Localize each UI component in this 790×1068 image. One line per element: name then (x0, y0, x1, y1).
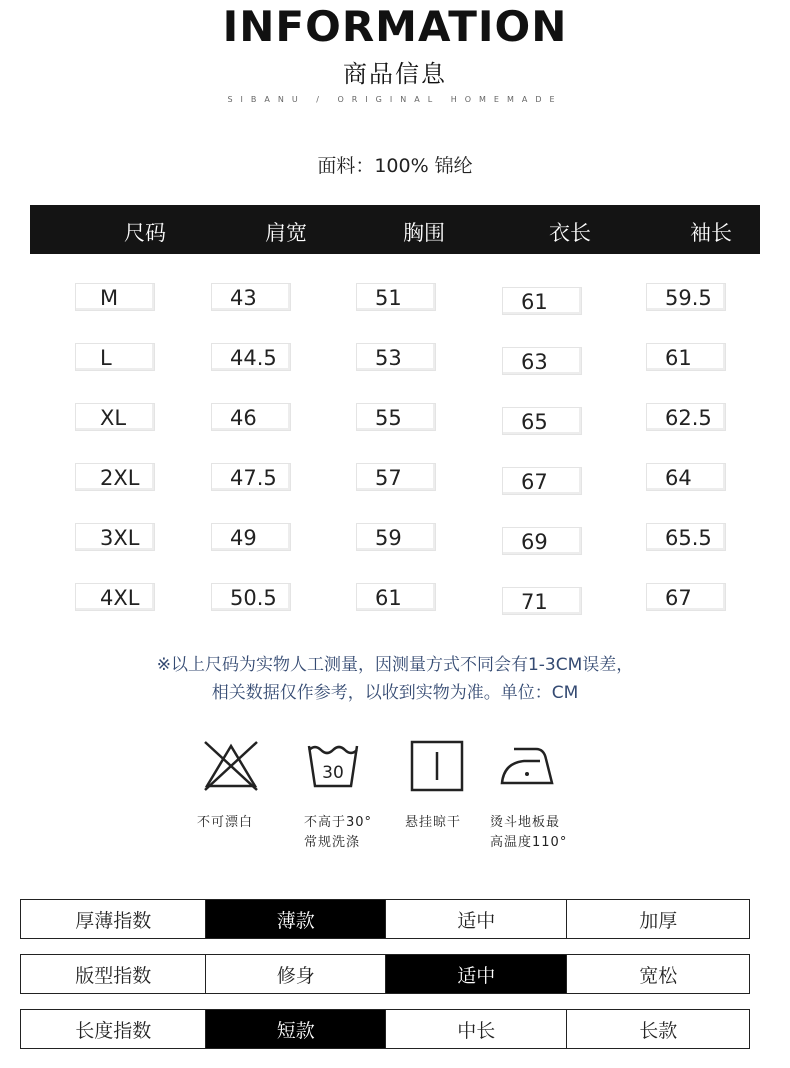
index-option: 中长 (386, 1010, 568, 1048)
care-label-dry: 悬挂晾干 (405, 815, 462, 830)
wash-30-icon (305, 740, 361, 794)
column-header-chest: 胸围 (403, 221, 445, 245)
size-cell-sleeve: 61 (646, 343, 726, 371)
brand-tagline: SIBANU / ORIGINAL HOMEMADE (227, 95, 563, 104)
size-cell-shoulder: 44.5 (211, 343, 291, 371)
size-cell-sleeve: 65.5 (646, 523, 726, 551)
size-cell-length: 71 (502, 587, 582, 615)
index-option-selected: 短款 (206, 1010, 386, 1048)
size-cell-chest: 55 (356, 403, 436, 431)
size-table-header (30, 205, 760, 254)
size-cell-size: 2XL (75, 463, 155, 491)
column-header-length: 衣长 (549, 221, 591, 245)
index-row (20, 899, 750, 939)
index-option: 适中 (386, 900, 568, 938)
index-option: 修身 (206, 955, 386, 993)
size-cell-shoulder: 49 (211, 523, 291, 551)
size-cell-shoulder: 43 (211, 283, 291, 311)
hang-dry-icon (410, 740, 464, 796)
measurement-note-line2: 相关数据仅作参考，以收到实物为准。单位：CM (211, 683, 579, 703)
care-label-bleach: 不可漂白 (197, 815, 254, 830)
page-title: INFORMATION (222, 2, 568, 51)
size-cell-shoulder: 46 (211, 403, 291, 431)
size-cell-length: 67 (502, 467, 582, 495)
care-label-wash: 不高于30° 常规洗涤 (304, 815, 373, 850)
fabric-info: 面料：100% 锦纶 (317, 155, 473, 177)
size-cell-chest: 59 (356, 523, 436, 551)
index-row (20, 954, 750, 994)
size-cell-sleeve: 67 (646, 583, 726, 611)
size-cell-chest: 53 (356, 343, 436, 371)
size-cell-sleeve: 59.5 (646, 283, 726, 311)
size-cell-size: L (75, 343, 155, 371)
index-option: 加厚 (639, 909, 678, 932)
index-label: 长度指数 (21, 1010, 206, 1048)
index-label: 版型指数 (21, 955, 206, 993)
index-label: 厚薄指数 (21, 900, 206, 938)
size-cell-length: 61 (502, 287, 582, 315)
size-cell-chest: 61 (356, 583, 436, 611)
column-header-shoulder: 肩宽 (265, 221, 307, 245)
size-cell-sleeve: 62.5 (646, 403, 726, 431)
index-option: 宽松 (639, 964, 678, 987)
index-option-selected: 薄款 (206, 900, 386, 938)
size-cell-size: 4XL (75, 583, 155, 611)
size-cell-size: M (75, 283, 155, 311)
size-cell-chest: 57 (356, 463, 436, 491)
size-cell-shoulder: 47.5 (211, 463, 291, 491)
no-bleach-icon (203, 740, 259, 796)
size-cell-shoulder: 50.5 (211, 583, 291, 611)
size-cell-chest: 51 (356, 283, 436, 311)
size-cell-length: 65 (502, 407, 582, 435)
size-cell-size: XL (75, 403, 155, 431)
column-header-sleeve: 袖长 (690, 221, 732, 245)
measurement-note-line1: ※以上尺码为实物人工测量，因测量方式不同会有1-3CM误差， (156, 655, 634, 675)
iron-low-icon (500, 745, 556, 791)
care-label-iron: 烫斗地板最 高温度110° (490, 815, 568, 850)
size-cell-size: 3XL (75, 523, 155, 551)
index-option-selected: 适中 (386, 955, 568, 993)
size-cell-sleeve: 64 (646, 463, 726, 491)
size-cell-length: 69 (502, 527, 582, 555)
column-header-size: 尺码 (124, 221, 166, 245)
index-row (20, 1009, 750, 1049)
wash-temperature: 30 (322, 763, 344, 783)
index-option: 长款 (639, 1019, 678, 1042)
size-cell-length: 63 (502, 347, 582, 375)
page-subtitle: 商品信息 (343, 60, 447, 88)
